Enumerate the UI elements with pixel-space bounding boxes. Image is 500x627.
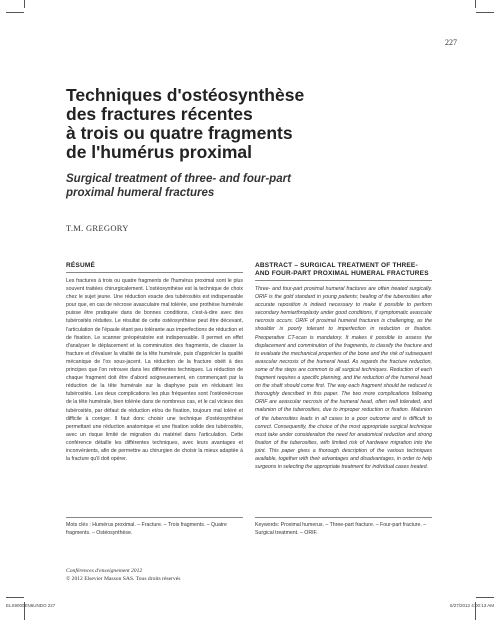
- title-line: à trois ou quatre fragments: [66, 123, 293, 143]
- author: T.M. GREGORY: [66, 223, 129, 233]
- subtitle-line: Surgical treatment of three- and four-part: [66, 173, 291, 185]
- resume-heading: RÉSUMÉ: [66, 262, 243, 273]
- keywords-divider: [66, 517, 243, 518]
- article-subtitle: [66, 172, 396, 200]
- crop-mark: [476, 12, 494, 13]
- print-slug-left: ELS9000EN6UNDO 227: [6, 603, 56, 608]
- abstract-heading: ABSTRACT – SURGICAL TREATMENT OF THREE- AND FOUR-PART PROXIMAL HUMERAL FRACTURES: [255, 262, 432, 281]
- page-number: 227: [445, 38, 457, 47]
- resume-section: [66, 262, 243, 463]
- keywords: [255, 521, 432, 537]
- abstract-section: [255, 262, 432, 471]
- crop-mark: [24, 0, 25, 8]
- keywords-divider: [255, 517, 432, 518]
- abstract-text: Three- and four-part proximal humeral fractures are often treated surgically. ORIF is the gold standard in young patients; healing of the tuberosities after accurate reposition is indeed necessary to make it possible to perform secondary hemiarthroplasty under good conditions, if symptomatic avascular necrosis occurs. ORIF of proximal humeral fractures is challenging, as the shoulder is poorly tolerant to imperfection in reduction or fixation. Preoperative CT-scan is mandatory. It makes it possible to assess the displacement and comminution of the fragments, to classify the fracture and to evaluate the mechanical properties of the bone and the risk of subsequent avascular necrosis of the humeral head. As regards the fracture reduction, some of the steps are common to all surgical techniques. Reduction of each fragment requires a specific planning, and the reduction of the humeral head on the shaft should come first. The way each fragment should be reduced is thoroughly described in this paper. The two more complications following ORIF are avascular necrosis of the humeral head, often well tolerated, and malunion of the tuberosities, due to improper reduction or fixation. Malunion of the tuberosities leads in all cases to a poor outcome and is difficult to correct. Consequently, the choice of the most appropriate surgical technique must take under consideration the need for anatomical reduction and strong fixation of the tuberosities, with limited risk of hardware migration into the joint. This paper gives a thorough description of the various techniques available, together with their advantages and disadvantages, in order to help surgeons in selecting the appropriate treatment for individual cases treated.: [255, 286, 432, 471]
- keywords-label: Keywords:: [255, 522, 280, 528]
- mots-cles-text: Humérus proximal. – Fracture. – Trois fragments. – Quatre fragments. – Ostéosynthèse.: [66, 522, 227, 537]
- keywords-text: Proximal humerus. – Three-part fracture. – Four-part fracture. – Surgical treatment. – ORIF.: [255, 522, 427, 537]
- mots-cles: [66, 521, 243, 537]
- footer-journal: Conférences d'enseignement 2012: [66, 568, 143, 574]
- article-title: [66, 86, 396, 162]
- subtitle-line: proximal humeral fractures: [66, 187, 215, 199]
- title-line: Techniques d'ostéosynthèse: [66, 85, 305, 105]
- footer-copyright: © 2012 Elsevier Masson SAS. Tous droits réservés: [66, 576, 181, 582]
- crop-mark: [6, 597, 24, 598]
- crop-mark: [475, 0, 476, 8]
- title-line: de l'humérus proximal: [66, 142, 253, 162]
- title-line: des fractures récentes: [66, 104, 253, 124]
- crop-mark: [6, 12, 24, 13]
- mots-cles-label: Mots clés :: [66, 522, 91, 528]
- print-slug-right: 5/27/2012 4:00:13 AM: [449, 603, 494, 608]
- crop-mark: [476, 597, 494, 598]
- resume-text: Les fractures à trois ou quatre fragments de l'humérus proximal sont le plus souvent traitées chirurgicalement. L'ostéosynthèse est la technique de choix chez le sujet jeune. Une réduction exacte des tubérosités est indispensable pour que, en cas de nécrose avasculaire mal tolérée, une prothèse humérale puisse être pratiquée dans de bonnes conditions, c'est-à-dire avec des tubérosités réduites. Le résultat de cette ostéosynthèse peut être décevant, l'articulation de l'épaule étant peu tolérante aux imperfections de réduction et de fixation. Le scanner préopératoire est indispensable. Il permet en effet d'analyser le déplacement et la comminution des fragments, de classer la fracture et d'évaluer la vitalité de la tête humérale, puis d'apprécier la qualité mécanique de l'os sous-jacent. La réduction de la fracture obéit à des principes que l'on retrouve dans les différentes techniques. La réduction de chaque fragment doit être d'abord soigneusement, en commençant par la réduction de la tête humérale sur la diaphyse puis en réduisant les tubérosités. Les deux complications les plus fréquentes sont l'ostéonécrose de la tête humérale, bien tolérée dans de nombreux cas, et le cal vicieux des tubérosités, par défaut de réduction et/ou de fixation, toujours mal toléré et difficile à corriger. Il faut donc choisir une technique d'ostéosynthèse permettant une réduction anatomique et une fixation solide des tubérosités, avec un risque limité de migration du matériel dans l'articulation. Cette conférence détaille les différentes techniques, avec leurs avantages et inconvénients, afin de permettre au chirurgien de choisir la mieux adaptée à la fracture qu'il doit opérer.: [66, 278, 243, 463]
- footer: [66, 567, 180, 583]
